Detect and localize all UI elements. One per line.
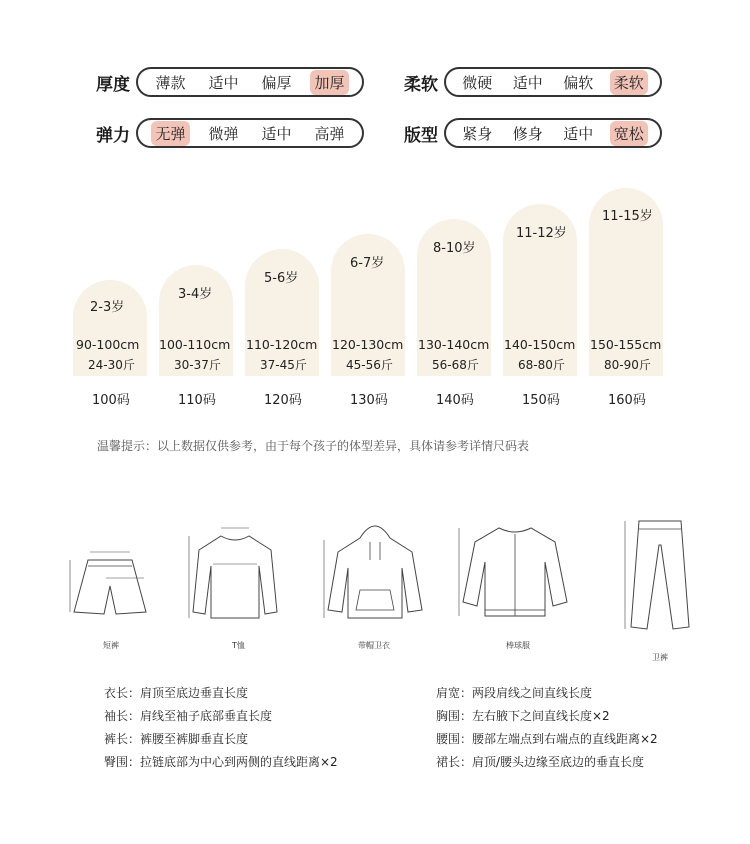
size-age: 3-4岁: [178, 287, 213, 302]
sweatpants-icon: [615, 515, 705, 645]
garment-caption: 卫裤: [652, 653, 668, 662]
size-age: 11-12岁: [516, 226, 567, 241]
size-code: 150码: [522, 393, 560, 408]
attr-fit: [404, 118, 662, 148]
definition: 臀围：拉链底部为中心到两侧的直线距离×2: [104, 755, 338, 769]
garment-caption: 短裤: [103, 641, 119, 650]
size-weight: 45-56斤: [346, 358, 393, 372]
option-pill: [444, 118, 662, 148]
attr-elasticity: [96, 118, 364, 148]
option-pill: [136, 67, 364, 97]
option-pill: [444, 67, 662, 97]
definition: 裤长：裤腰至裤脚垂直长度: [104, 732, 249, 746]
baseball-jacket-icon: [455, 518, 575, 633]
size-weight: 68-80斤: [518, 358, 565, 372]
attr-label: 弹力: [96, 125, 130, 146]
option-selected: 加厚: [310, 70, 348, 95]
tip-text: 温馨提示：以上数据仅供参考，由于每个孩子的体型差异，具体请参考详情尺码表: [97, 439, 530, 453]
size-code: 120码: [264, 393, 302, 408]
tshirt-icon: [185, 522, 285, 632]
size-weight: 30-37斤: [174, 358, 221, 372]
garment-caption: 棒球服: [506, 641, 530, 650]
option: 适中: [208, 73, 239, 92]
option-pill: [136, 118, 364, 148]
size-code: 100码: [92, 393, 130, 408]
attr-thickness: [96, 67, 364, 97]
definition: 裙长：肩顶/腰头边缘至底边的垂直长度: [436, 755, 645, 769]
size-weight: 56-68斤: [432, 358, 479, 372]
option: 偏软: [563, 73, 594, 92]
size-height: 110-120cm: [246, 337, 318, 352]
option-selected: 宽松: [610, 121, 648, 146]
size-weight: 37-45斤: [260, 358, 307, 372]
size-height: 120-130cm: [332, 337, 404, 352]
definition: 腰围：腰部左端点到右端点的直线距离×2: [436, 732, 658, 746]
size-age: 2-3岁: [90, 300, 125, 315]
option: 适中: [563, 124, 594, 143]
size-code: 160码: [608, 393, 646, 408]
option: 修身: [512, 124, 543, 143]
size-code: 110码: [178, 393, 216, 408]
garment-caption: 带帽卫衣: [358, 641, 390, 650]
attr-label: 厚度: [96, 74, 130, 95]
size-height: 130-140cm: [418, 337, 490, 352]
option: 薄款: [155, 73, 186, 92]
attr-label: 版型: [404, 125, 438, 146]
option: 微弹: [208, 124, 239, 143]
size-code: 130码: [350, 393, 388, 408]
option-selected: 柔软: [610, 70, 648, 95]
size-weight: 80-90斤: [604, 358, 651, 372]
hoodie-icon: [320, 518, 430, 633]
definition: 袖长：肩线至袖子底部垂直长度: [104, 709, 273, 723]
definition: 肩宽：两段肩线之间直线长度: [436, 686, 593, 700]
size-height: 100-110cm: [159, 337, 231, 352]
size-weight: 24-30斤: [88, 358, 135, 372]
garment-caption: T恤: [232, 641, 245, 650]
definition: 衣长：肩顶至底边垂直长度: [104, 686, 249, 700]
option: 适中: [512, 73, 543, 92]
option: 偏厚: [261, 73, 292, 92]
size-age: 8-10岁: [433, 241, 476, 256]
option: 微硬: [462, 73, 493, 92]
size-age: 11-15岁: [602, 209, 653, 224]
option: 高弹: [314, 124, 345, 143]
option-selected: 无弹: [151, 121, 189, 146]
option: 适中: [261, 124, 292, 143]
option: 紧身: [462, 124, 493, 143]
size-height: 150-155cm: [590, 337, 662, 352]
size-height: 140-150cm: [504, 337, 576, 352]
size-age: 6-7岁: [350, 256, 385, 271]
attr-label: 柔软: [404, 74, 438, 95]
definition: 胸围：左右腋下之间直线长度×2: [436, 709, 610, 723]
size-code: 140码: [436, 393, 474, 408]
size-height: 90-100cm: [76, 337, 140, 352]
size-age: 5-6岁: [264, 271, 299, 286]
shorts-icon: [60, 540, 160, 640]
attr-softness: [404, 67, 662, 97]
